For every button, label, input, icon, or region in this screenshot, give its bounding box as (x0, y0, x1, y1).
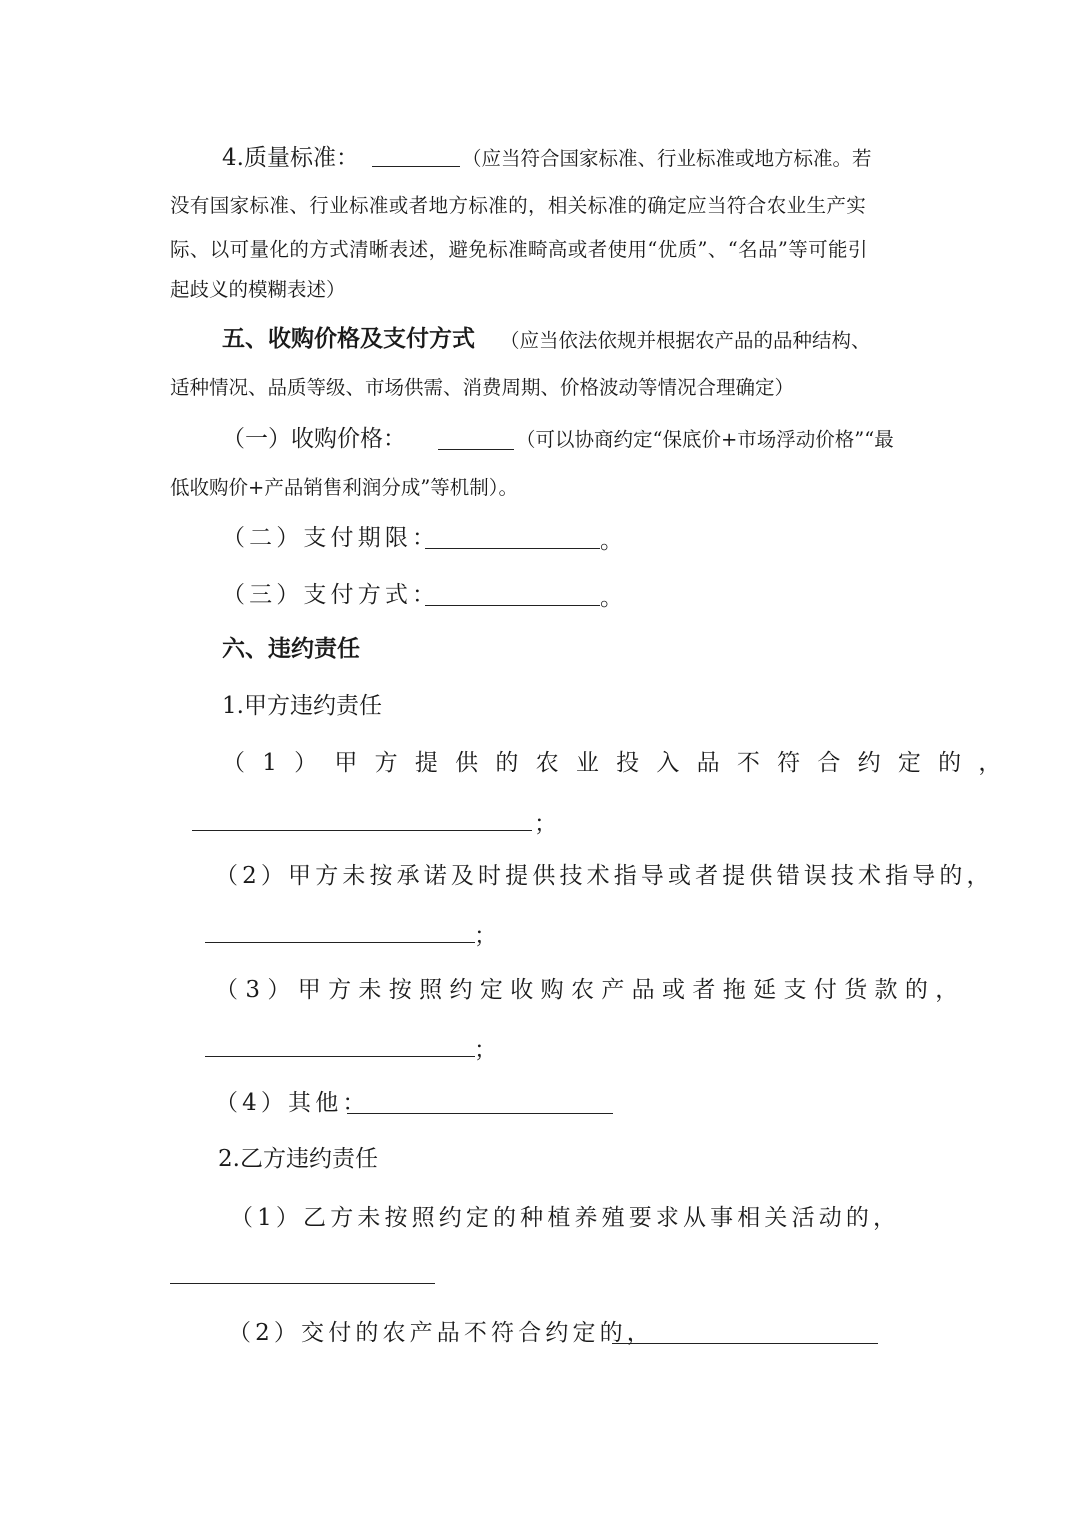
purchase-price-blank[interactable] (438, 449, 514, 450)
party-a-item-1-semicolon: ； (534, 811, 557, 837)
quality-standard-note-3: 际、以可量化的方式清晰表述，避免标准畸高或者使用“优质”、“名品”等可能引 (170, 238, 868, 261)
payment-method-label: （三）支付方式： (222, 582, 440, 608)
party-a-item-3: （3）甲方未按照约定收购农产品或者拖延支付货款的， (215, 977, 966, 1003)
party-a-item-1: （1）甲方提供的农业投入品不符合约定的， (222, 750, 1019, 776)
section5-note-2: 适种情况、品质等级、市场供需、消费周期、价格波动等情况合理确定） (170, 376, 795, 399)
party-b-item-2: （2）交付的农产品不符合约定的， (228, 1320, 654, 1346)
quality-standard-note-2: 没有国家标准、行业标准或者地方标准的，相关标准的确定应当符合农业生产实 (170, 194, 867, 217)
section5-heading: 五、收购价格及支付方式 (222, 326, 475, 352)
party-a-item-1-blank[interactable] (192, 830, 532, 831)
party-a-item-4-blank[interactable] (347, 1113, 613, 1114)
quality-standard-note-1: （应当符合国家标准、行业标准或地方标准。若 (462, 147, 872, 170)
party-a-title: 1.甲方违约责任 (222, 693, 382, 719)
purchase-price-label: （一）收购价格： (222, 426, 406, 452)
quality-standard-line (222, 147, 359, 170)
party-a-item-2-blank[interactable] (205, 942, 475, 943)
payment-term-blank[interactable] (425, 548, 600, 549)
party-a-item-2-semicolon: ； (474, 923, 497, 949)
purchase-price-note-2: 低收购价+产品销售利润分成”等机制）。 (170, 476, 519, 499)
purchase-price-note-1: （可以协商约定“保底价+市场浮动价格”“最 (516, 428, 894, 451)
payment-method-blank[interactable] (425, 605, 600, 606)
party-a-item-3-blank[interactable] (205, 1056, 475, 1057)
party-b-item-1: （1）乙方未按照约定的种植养殖要求从事相关活动的， (230, 1205, 901, 1231)
quality-standard-blank[interactable] (372, 166, 460, 167)
party-b-title: 2.乙方违约责任 (218, 1146, 378, 1172)
party-a-item-4: （4）其他： (215, 1090, 370, 1116)
section5-note-1: （应当依法依规并根据农产品的品种结构、 (500, 329, 871, 352)
party-b-item-1-blank[interactable] (170, 1283, 435, 1284)
quality-standard-note-4: 起歧义的模糊表述） (170, 278, 346, 301)
party-a-item-2: （2）甲方未按承诺及时提供技术指导或者提供错误技术指导的， (215, 863, 994, 889)
party-b-item-2-blank[interactable] (612, 1343, 878, 1344)
payment-term-label: （二）支付期限： (222, 525, 440, 551)
section6-heading: 六、违约责任 (222, 636, 360, 662)
party-a-item-3-semicolon: ； (474, 1037, 497, 1063)
quality-standard-label: 4.质量标准： (222, 145, 359, 171)
payment-term-end: 。 (600, 528, 623, 554)
payment-method-end: 。 (600, 585, 623, 611)
